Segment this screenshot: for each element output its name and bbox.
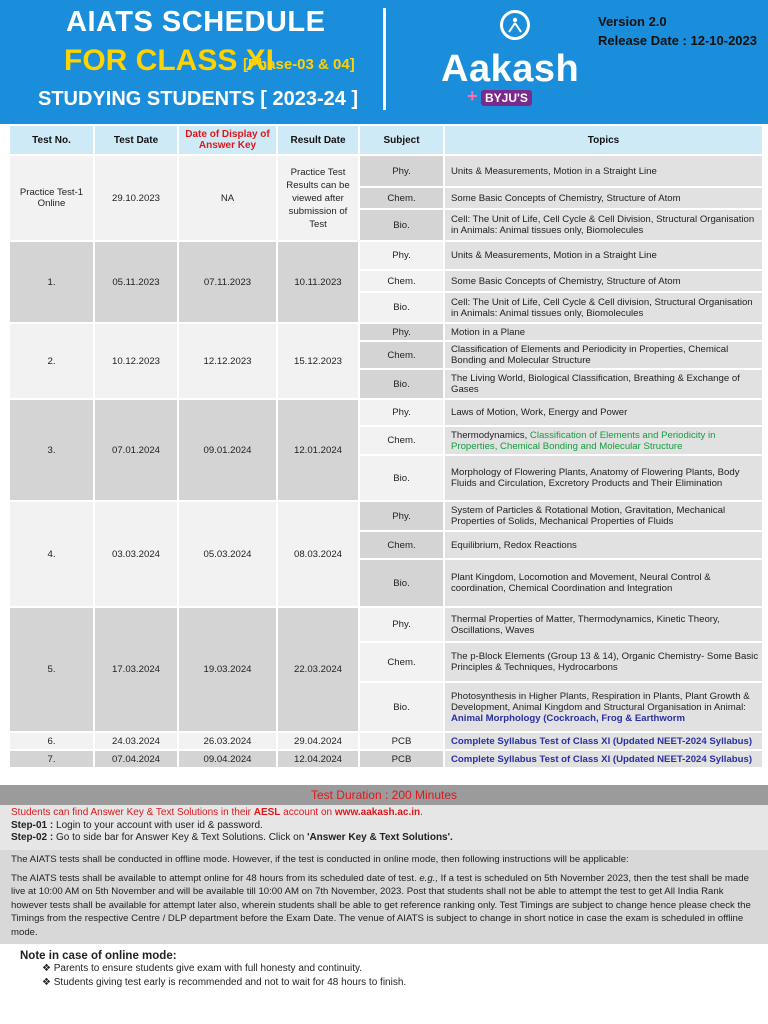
table-row: [10, 502, 762, 530]
logo-text: Aakash: [441, 48, 580, 90]
topics: Units & Measurements, Motion in a Straight Line: [445, 156, 762, 186]
subject: Bio.: [360, 210, 443, 240]
note-paragraph: [11, 872, 757, 940]
table-row: [10, 608, 762, 641]
aesl-text: Students can find Answer Key & Text Solutions in their: [11, 807, 254, 818]
result-date: 10.11.2023: [278, 242, 358, 322]
aesl-link[interactable]: www.aakash.ac.in: [334, 807, 421, 818]
aesl-text: .: [420, 807, 423, 818]
aakash-emblem-icon: [500, 10, 530, 40]
subject: Chem.: [360, 271, 443, 291]
step-1: [11, 820, 757, 833]
step-label: Step-01 :: [11, 819, 54, 831]
result-date: 22.03.2024: [278, 608, 358, 731]
subject: Chem.: [360, 342, 443, 368]
subject: Chem.: [360, 427, 443, 454]
version-info: [598, 12, 757, 50]
schedule-table: [8, 124, 764, 769]
topics: Morphology of Flowering Plants, Anatomy of Flowering Plants, Body Fluids and Circulation, Excretory Products and Their Elimination: [445, 456, 762, 500]
subject: Phy.: [360, 608, 443, 641]
topics-mixed: [445, 427, 762, 454]
subject: Chem.: [360, 532, 443, 558]
topics: Photosynthesis in Higher Plants, Respiration in Plants, Plant Growth & Development, Animal Kingdom and Structural Organisation in Animal:: [451, 690, 750, 713]
topics: System of Particles & Rotational Motion, Gravitation, Mechanical Properties of Solids, Mechanical Properties of Fluids: [445, 502, 762, 530]
topics: The p-Block Elements (Group 13 & 14), Organic Chemistry- Some Basic Principles & Techniques, Hydrocarbons: [445, 643, 762, 681]
step-text: Login to your account with user id & password.: [53, 819, 263, 831]
topics: Classification of Elements and Periodicity in Properties, Chemical Bonding and Molecular Structure: [445, 342, 762, 368]
table-row: [10, 400, 762, 425]
topics: Complete Syllabus Test of Class XI (Updated NEET-2024 Syllabus): [445, 751, 762, 767]
test-date: 10.12.2023: [95, 324, 177, 398]
subject: Phy.: [360, 156, 443, 186]
topics-mixed: [445, 683, 762, 731]
step-label: Step-02 :: [11, 832, 54, 843]
title-line2: FOR CLASS XI: [64, 44, 275, 77]
table-row: [10, 324, 762, 340]
test-no: 2.: [10, 324, 93, 398]
list-item-text: Students giving test early is recommended and not to wait for 48 hours to finish.: [53, 977, 407, 988]
title-line1: AIATS SCHEDULE: [66, 6, 326, 38]
answer-key-date: 26.03.2024: [179, 733, 276, 749]
plus-icon: +: [467, 86, 478, 106]
topics: Laws of Motion, Work, Energy and Power: [445, 400, 762, 425]
answer-key-date: 12.12.2023: [179, 324, 276, 398]
online-notes-title: Note in case of online mode:: [20, 950, 177, 962]
test-date: 07.01.2024: [95, 400, 177, 500]
instructions-block: [0, 850, 768, 944]
subject: Bio.: [360, 683, 443, 731]
subject: Phy.: [360, 324, 443, 340]
test-date: 24.03.2024: [95, 733, 177, 749]
step-bold: 'Answer Key & Text Solutions'.: [307, 832, 453, 843]
subject: Phy.: [360, 400, 443, 425]
answer-key-date: 09.01.2024: [179, 400, 276, 500]
subject: Bio.: [360, 456, 443, 500]
list-item: [20, 962, 406, 976]
note-italic: e.g.,: [419, 872, 438, 884]
topics: Equilibrium, Redox Reactions: [445, 532, 762, 558]
release-date: Release Date : 12-10-2023: [598, 33, 757, 48]
topics: Complete Syllabus Test of Class XI (Updated NEET-2024 Syllabus): [445, 733, 762, 749]
list-item-text: Parents to ensure students give exam with full honesty and continuity.: [53, 963, 363, 974]
column-header: Test Date: [95, 126, 177, 154]
topics-highlight: Classification of Elements and Periodicity in Properties, Chemical Bonding and Molecular Structure: [451, 429, 716, 452]
test-no: 5.: [10, 608, 93, 731]
answer-key-date: 19.03.2024: [179, 608, 276, 731]
table-row: [10, 733, 762, 749]
subject: Phy.: [360, 502, 443, 530]
answer-key-date: NA: [179, 156, 276, 240]
online-mode-notes: [20, 950, 406, 990]
subject: Bio.: [360, 560, 443, 606]
partner-logo: BYJU'S: [481, 90, 532, 106]
result-date: 12.01.2024: [278, 400, 358, 500]
topics: Some Basic Concepts of Chemistry, Structure of Atom: [445, 188, 762, 208]
result-date: 15.12.2023: [278, 324, 358, 398]
phase-label: [Phase-03 & 04]: [243, 56, 355, 73]
test-no: Practice Test-1 Online: [10, 156, 93, 240]
aesl-bold: AESL: [253, 807, 281, 818]
result-date: 08.03.2024: [278, 502, 358, 606]
subject: Chem.: [360, 188, 443, 208]
topics-highlight: Animal Morphology (Cockroach, Frog & Earthworm: [451, 712, 685, 724]
answer-key-date: 05.03.2024: [179, 502, 276, 606]
table-row: [10, 242, 762, 269]
note-text: If a test is scheduled on 5th November 2023, then the test shall be made live at 10:00 AM on 5th November and will be available till 10:00 AM on 7th November, 2023. Post that students shall not be able to attempt the test to get All India Rank however tests shall be available for attempt later also, wherein students shall be able to get reference ranking only. Test Timings are subject to change hence please check the Timings from the respective Centre / DLP department before the Exam Date. The venue of AIATS is subject to change in short notice in case the exam is scheduled in offline mode.: [11, 872, 751, 938]
test-date: 17.03.2024: [95, 608, 177, 731]
result-date: Practice Test Results can be viewed after submission of Test: [278, 156, 358, 240]
step-2: [11, 832, 757, 845]
test-no: 4.: [10, 502, 93, 606]
subject: Chem.: [360, 643, 443, 681]
topics: Thermal Properties of Matter, Thermodynamics, Kinetic Theory, Oscillations, Waves: [445, 608, 762, 641]
table-row: [10, 751, 762, 767]
version-label: Version 2.0: [598, 14, 667, 29]
answer-key-date: 07.11.2023: [179, 242, 276, 322]
subject: PCB: [360, 751, 443, 767]
answer-key-date: 09.04.2024: [179, 751, 276, 767]
answer-key-info: [0, 805, 768, 850]
test-date: 29.10.2023: [95, 156, 177, 240]
subject: Bio.: [360, 370, 443, 398]
test-date: 03.03.2024: [95, 502, 177, 606]
subject: Phy.: [360, 242, 443, 269]
header-banner: [0, 0, 768, 124]
note-text: The AIATS tests shall be available to attempt online for 48 hours from its scheduled date of test.: [11, 872, 420, 884]
test-date: 05.11.2023: [95, 242, 177, 322]
test-date: 07.04.2024: [95, 751, 177, 767]
topics: Cell: The Unit of Life, Cell Cycle & Cell Division, Structural Organisation in Animals: Animal tissues only, Biomolecules: [445, 210, 762, 240]
column-header: Test No.: [10, 126, 93, 154]
step-text: Go to side bar for Answer Key & Text Solutions. Click on: [53, 832, 308, 843]
column-header: Subject: [360, 126, 443, 154]
test-no: 6.: [10, 733, 93, 749]
test-no: 1.: [10, 242, 93, 322]
header-divider: [383, 8, 386, 110]
diamond-bullet-icon: ❖: [42, 977, 54, 988]
result-date: 12.04.2024: [278, 751, 358, 767]
column-header: Date of Display of Answer Key: [179, 126, 276, 154]
table-row: [10, 156, 762, 186]
title-line3: STUDYING STUDENTS [ 2023-24 ]: [38, 88, 359, 110]
column-header: Result Date: [278, 126, 358, 154]
topics: Cell: The Unit of Life, Cell Cycle & Cell division, Structural Organisation in Animals: Animal tissues only, Biomolecules: [445, 293, 762, 322]
result-date: 29.04.2024: [278, 733, 358, 749]
topics: Thermodynamics,: [451, 429, 530, 441]
subject: Bio.: [360, 293, 443, 322]
topics: Units & Measurements, Motion in a Straight Line: [445, 242, 762, 269]
topics: Motion in a Plane: [445, 324, 762, 340]
aesl-line: [11, 807, 757, 820]
subject: PCB: [360, 733, 443, 749]
column-header: Topics: [445, 126, 762, 154]
list-item: [20, 976, 406, 990]
topics: The Living World, Biological Classification, Breathing & Exchange of Gases: [445, 370, 762, 398]
topics: Plant Kingdom, Locomotion and Movement, Neural Control & coordination, Chemical Coordination and Integration: [445, 560, 762, 606]
aesl-text: account on: [280, 807, 335, 818]
topics: Some Basic Concepts of Chemistry, Structure of Atom: [445, 271, 762, 291]
diamond-bullet-icon: ❖: [42, 963, 54, 974]
test-no: 7.: [10, 751, 93, 767]
note-paragraph: The AIATS tests shall be conducted in offline mode. However, if the test is conducted in online mode, then following instructions will be applicable:: [11, 854, 629, 865]
table-header-row: [10, 126, 762, 154]
test-no: 3.: [10, 400, 93, 500]
test-duration: Test Duration : 200 Minutes: [0, 785, 768, 805]
